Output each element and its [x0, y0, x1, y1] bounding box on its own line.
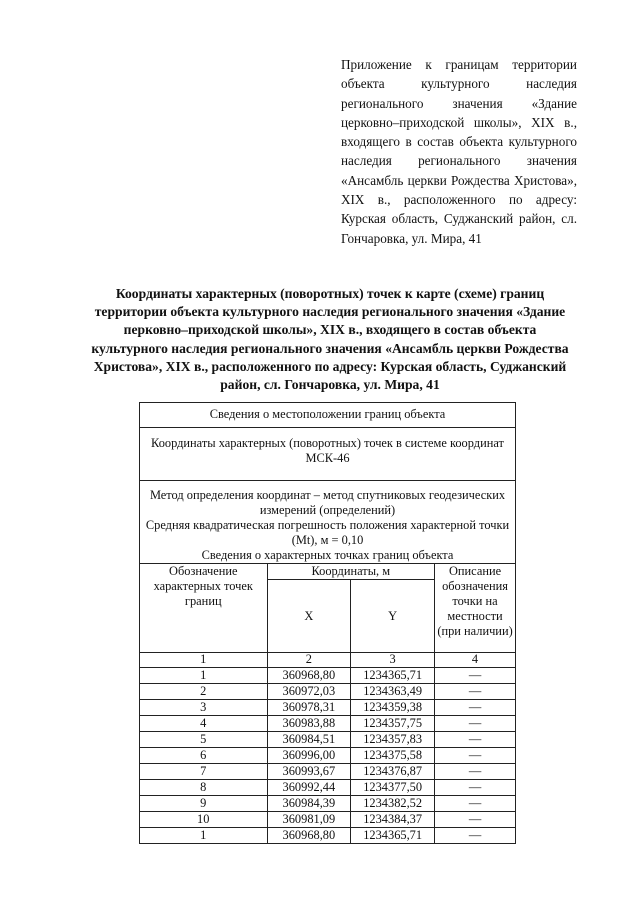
cell-point: 7: [140, 764, 268, 780]
table-row: [140, 812, 516, 828]
table-row: [140, 684, 516, 700]
cell-point: 2: [140, 684, 268, 700]
cell-point: 1: [140, 668, 268, 684]
cell-x: 360992,44: [267, 780, 351, 796]
appendix-note: Приложение к границам территории объекта культурного наследия регионального значения «Здание церковно–приходской школы», XIX в., входящего в состав объекта культурного наследия регионального значения «Ансамбль церкви Рождества Христова», XIX в., расположенного по адресу: Курская область, Суджанский район, сл. Гончаровка, ул. Мира, 41: [341, 57, 577, 246]
cell-y: 1234376,87: [351, 764, 435, 780]
column-number: 3: [351, 653, 435, 668]
cell-point: 5: [140, 732, 268, 748]
cell-x: 360984,51: [267, 732, 351, 748]
section-coordinate-system: Координаты характерных (поворотных) точек в системе координат МСК-46: [140, 428, 516, 481]
header-coordinates: Координаты, м: [267, 564, 435, 580]
cell-point: 1: [140, 828, 268, 844]
table-row: [140, 796, 516, 812]
cell-y: 1234377,50: [351, 780, 435, 796]
cell-point: 8: [140, 780, 268, 796]
table-row: [140, 748, 516, 764]
cell-y: 1234365,71: [351, 668, 435, 684]
cell-x: 360981,09: [267, 812, 351, 828]
cell-y: 1234357,83: [351, 732, 435, 748]
table-row: [140, 732, 516, 748]
table-row: [140, 828, 516, 844]
section-precision: Средняя квадратическая погрешность положения характерной точки (Mt), м = 0,10: [145, 518, 510, 547]
header-x: X: [267, 580, 351, 653]
cell-x: 360978,31: [267, 700, 351, 716]
document-title: Координаты характерных (поворотных) точек к карте (схеме) границ территории объекта культурного наследия регионального значения «Здание перковно–приходской школы», XIX в., входящего в состав объекта культурного наследия регионального значения «Ансамбль церкви Рождества Христова», XIX в., расположенного по адресу: Курская область, Суджанский район, сл. Гончаровка, ул. Мира, 41: [91, 286, 569, 393]
cell-desc: —: [435, 828, 516, 844]
cell-x: 360993,67: [267, 764, 351, 780]
cell-point: 3: [140, 700, 268, 716]
coordinates-table: [139, 402, 516, 844]
cell-desc: —: [435, 796, 516, 812]
cell-x: 360996,00: [267, 748, 351, 764]
cell-y: 1234363,49: [351, 684, 435, 700]
cell-desc: —: [435, 764, 516, 780]
table-row: [140, 716, 516, 732]
cell-desc: —: [435, 668, 516, 684]
header-y: Y: [351, 580, 435, 653]
table-row: [140, 780, 516, 796]
cell-x: 360968,80: [267, 828, 351, 844]
cell-point: 6: [140, 748, 268, 764]
cell-y: 1234357,75: [351, 716, 435, 732]
section-method: Метод определения координат – метод спутниковых геодезических измерений (определений): [149, 488, 506, 517]
cell-y: 1234359,38: [351, 700, 435, 716]
column-number: 2: [267, 653, 351, 668]
cell-y: 1234365,71: [351, 828, 435, 844]
cell-x: 360972,03: [267, 684, 351, 700]
cell-x: 360983,88: [267, 716, 351, 732]
cell-y: 1234375,58: [351, 748, 435, 764]
cell-desc: —: [435, 684, 516, 700]
cell-desc: —: [435, 732, 516, 748]
cell-desc: —: [435, 748, 516, 764]
header-point-label: Обозначение характерных точек границ: [140, 564, 268, 653]
cell-x: 360984,39: [267, 796, 351, 812]
cell-point: 10: [140, 812, 268, 828]
cell-desc: —: [435, 812, 516, 828]
cell-point: 9: [140, 796, 268, 812]
table-row: [140, 668, 516, 684]
cell-desc: —: [435, 716, 516, 732]
table-row: [140, 700, 516, 716]
section-points-info: Сведения о характерных точках границ объекта: [201, 548, 454, 562]
cell-y: 1234382,52: [351, 796, 435, 812]
cell-desc: —: [435, 700, 516, 716]
cell-point: 4: [140, 716, 268, 732]
section-location: Сведения о местоположении границ объекта: [140, 403, 516, 428]
cell-y: 1234384,37: [351, 812, 435, 828]
table-row: [140, 764, 516, 780]
header-description: Описание обозначения точки на местности (при наличии): [435, 564, 516, 653]
cell-x: 360968,80: [267, 668, 351, 684]
cell-desc: —: [435, 780, 516, 796]
column-number: 1: [140, 653, 268, 668]
column-number: 4: [435, 653, 516, 668]
